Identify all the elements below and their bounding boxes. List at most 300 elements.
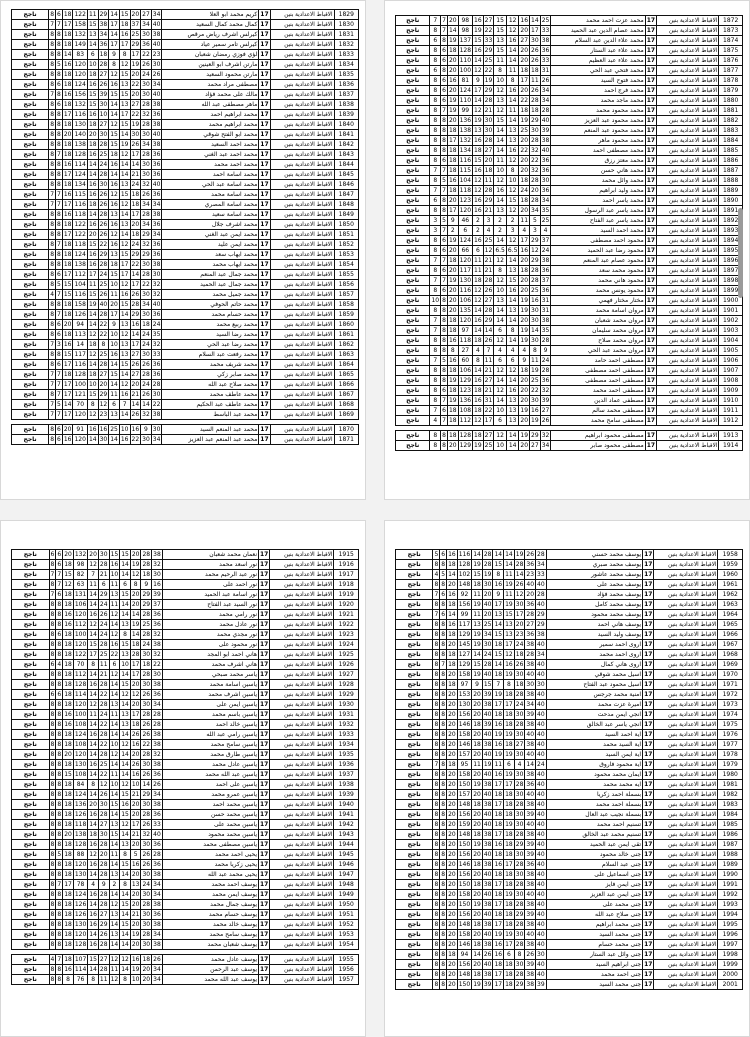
subject-mark: 13 <box>110 250 118 258</box>
subject-mark: 16 <box>89 860 97 868</box>
subject-mark: 6 <box>87 50 98 60</box>
subject-mark: 129 <box>459 376 472 384</box>
subject-mark: 3 <box>506 226 519 236</box>
subject-mark: 132 <box>74 550 87 558</box>
subject-mark: 83 <box>73 50 87 60</box>
student-name: محمد ايهاب سعد <box>162 250 259 260</box>
subject-mark: 4 <box>540 226 551 236</box>
subject-mark: 36 <box>526 560 535 568</box>
table-row <box>396 850 743 860</box>
subject-mark: 30 <box>484 126 493 134</box>
results-table <box>11 9 359 445</box>
grade-code: 17 <box>260 100 269 108</box>
subject-mark: 11 <box>473 590 481 598</box>
subject-mark: 7 <box>430 256 441 266</box>
school-name: الاقباط الاعدادية بنين <box>270 280 334 290</box>
subject-mark: 24 <box>142 340 150 348</box>
result-status: ناجح <box>12 720 50 730</box>
subject-mark: 38 <box>541 136 550 144</box>
subject-mark: 16 <box>131 320 140 328</box>
subject-mark: 19 <box>448 96 457 104</box>
subject-mark: 18 <box>474 406 482 414</box>
school-name: الاقباط الاعدادية بنين <box>270 750 334 760</box>
school-name: الاقباط الاعدادية بنين <box>654 800 718 810</box>
subject-mark: 32 <box>142 830 151 838</box>
subject-mark: 11 <box>110 290 118 298</box>
subject-mark: 12 <box>120 380 129 388</box>
subject-mark: 38 <box>483 900 492 908</box>
seat-number: 1996 <box>718 930 743 940</box>
subject-mark: 20 <box>520 286 529 294</box>
result-status: ناجح <box>12 240 49 250</box>
subject-mark: 38 <box>153 730 161 738</box>
grade-code: 17 <box>644 800 653 808</box>
subject-mark: 28 <box>537 590 545 598</box>
subject-mark: 156 <box>458 870 471 878</box>
seat-number: 1843 <box>334 150 358 160</box>
subject-mark: 8 <box>430 346 441 356</box>
subject-mark: 29 <box>484 196 493 204</box>
subject-mark: 18 <box>520 366 529 374</box>
subject-mark: 40 <box>526 930 535 938</box>
subject-mark: 18 <box>64 940 72 948</box>
subject-mark: 32 <box>153 650 161 658</box>
subject-mark: 28 <box>142 900 151 908</box>
seat-number: 1849 <box>334 210 358 220</box>
subject-mark: 11 <box>110 600 119 608</box>
student-name: ياسين اسامة محمد <box>162 680 258 690</box>
subject-mark: 20 <box>448 850 456 858</box>
subject-mark: 20 <box>448 840 456 848</box>
grade-code: 17 <box>646 336 656 344</box>
subject-mark: 8 <box>430 156 441 166</box>
school-name: الاقباط الاعدادية بنين <box>657 376 719 386</box>
subject-mark: 14 <box>494 136 507 146</box>
subject-mark: 40 <box>537 830 545 838</box>
subject-mark: 40 <box>526 730 535 738</box>
table-row <box>12 130 359 140</box>
subject-mark: 8 <box>441 930 446 938</box>
subject-mark: 17 <box>120 270 129 278</box>
student-name: يوسف شعبان محمد <box>162 940 258 950</box>
subject-mark: 20 <box>448 800 456 808</box>
subject-mark: 120 <box>459 316 472 324</box>
subject-mark: 8 <box>57 170 61 178</box>
subject-mark: 16 <box>448 550 456 558</box>
subject-mark: 118 <box>74 820 87 828</box>
subject-mark: 40 <box>537 900 545 908</box>
subject-mark: 13 <box>120 340 129 348</box>
subject-mark: 30 <box>152 270 161 278</box>
school-name: الاقباط الاعدادية بنين <box>270 700 334 710</box>
subject-mark: 16 <box>63 190 72 198</box>
subject-mark: 11 <box>110 850 119 858</box>
subject-mark: 38 <box>526 640 535 648</box>
subject-mark: 40 <box>541 146 550 154</box>
school-name: الاقباط الاعدادية بنين <box>654 910 718 920</box>
subject-mark: 36 <box>541 376 550 384</box>
subject-mark: 14 <box>110 620 119 628</box>
grade-code: 17 <box>260 140 269 148</box>
subject-mark: 9 <box>472 680 483 690</box>
scrollbar-thumb[interactable] <box>738 208 743 298</box>
subject-mark: 8 <box>57 90 61 98</box>
student-name: جنى محمد السيد <box>546 930 642 940</box>
subject-mark: 18 <box>448 406 457 414</box>
subject-mark: 12 <box>110 120 118 128</box>
subject-mark: 24 <box>142 640 151 648</box>
subject-mark: 16 <box>494 940 503 948</box>
subject-mark: 27 <box>484 296 493 304</box>
subject-mark: 128 <box>458 560 471 568</box>
subject-mark: 38 <box>153 680 161 688</box>
subject-mark: 14 <box>73 340 87 350</box>
subject-mark: 16 <box>110 180 118 188</box>
table-row <box>396 276 743 286</box>
subject-mark: 6 <box>430 196 441 206</box>
grade-code: 17 <box>260 280 269 288</box>
subject-mark: 8 <box>441 980 446 988</box>
subject-mark: 38 <box>526 980 535 988</box>
student-name: مصطفى محمود صابر <box>551 441 645 451</box>
result-status: ناجح <box>396 431 430 441</box>
subject-mark: 24 <box>483 650 492 658</box>
school-name: الاقباط الاعدادية بنين <box>270 290 334 300</box>
subject-mark: 20 <box>520 256 529 264</box>
student-name: يوسف سامح محمد <box>162 930 258 940</box>
student-name: ياسين محمد محمود <box>162 830 258 840</box>
subject-mark: 6 <box>120 580 131 590</box>
subject-mark: 29 <box>515 840 524 848</box>
subject-mark: 15 <box>120 70 129 78</box>
student-name: جنى محمد على <box>546 900 642 910</box>
school-name: الاقباط الاعدادية بنين <box>270 800 334 810</box>
subject-mark: 14 <box>494 316 507 326</box>
grade-code: 17 <box>644 930 653 938</box>
subject-mark: 16 <box>474 236 482 244</box>
subject-mark: 19 <box>473 640 481 648</box>
subject-mark: 16 <box>89 760 97 768</box>
subject-mark: 8 <box>494 266 507 276</box>
subject-mark: 134 <box>74 180 86 188</box>
grade-code: 17 <box>260 880 269 888</box>
subject-mark: 18 <box>64 590 72 598</box>
subject-mark: 12 <box>494 276 507 286</box>
school-name: الاقباط الاعدادية بنين <box>654 960 718 970</box>
subject-mark: 3 <box>530 226 541 236</box>
subject-mark: 38 <box>526 660 535 668</box>
seat-number: 1900 <box>719 296 743 306</box>
subject-mark: 22 <box>520 146 529 154</box>
subject-mark: 20 <box>131 70 140 78</box>
grade-code: 17 <box>260 320 269 328</box>
subject-mark: 11 <box>89 580 97 588</box>
grade-code: 17 <box>260 670 269 678</box>
table-row <box>396 740 743 750</box>
subject-mark: 38 <box>537 630 545 638</box>
subject-mark: 19 <box>131 60 140 68</box>
subject-mark: 40 <box>526 670 535 678</box>
subject-mark: 16 <box>64 965 72 973</box>
result-status: ناجح <box>12 220 49 230</box>
subject-mark: 145 <box>458 640 471 648</box>
subject-mark: 8 <box>109 60 120 70</box>
grade-code: 17 <box>644 840 653 848</box>
school-name: الاقباط الاعدادية بنين <box>270 350 334 360</box>
subject-mark: 34 <box>153 975 161 983</box>
subject-mark: 40 <box>483 790 492 798</box>
subject-mark: 18 <box>448 560 456 568</box>
seat-number: 1973 <box>718 700 743 710</box>
table-row <box>396 750 743 760</box>
result-status: ناجح <box>12 340 49 350</box>
student-name: ماهر مصطفى عبد الله <box>162 100 259 110</box>
subject-mark: 8 <box>441 640 446 648</box>
subject-mark: 18 <box>520 106 529 114</box>
result-status: ناجح <box>396 356 430 366</box>
grade-code: 17 <box>260 940 269 948</box>
subject-mark: 16 <box>89 610 97 618</box>
subject-mark: 39 <box>526 810 535 818</box>
results-page-2 <box>384 0 750 500</box>
subject-mark: 19 <box>473 840 481 848</box>
subject-mark: 122 <box>74 220 86 228</box>
table-row <box>12 550 359 560</box>
seat-number: 1857 <box>334 290 358 300</box>
subject-mark: 12 <box>506 366 519 376</box>
school-name: الاقباط الاعدادية بنين <box>270 680 334 690</box>
subject-mark: 40 <box>537 730 545 738</box>
school-name: الاقباط الاعدادية بنين <box>657 116 719 126</box>
subject-mark: 34 <box>152 80 161 88</box>
subject-mark: 18 <box>448 326 457 334</box>
student-name: ياسين على احمد <box>162 780 258 790</box>
subject-mark: 22 <box>531 386 539 394</box>
subject-mark: 34 <box>152 200 161 208</box>
subject-mark: 14 <box>484 326 493 334</box>
subject-mark: 8 <box>434 830 439 838</box>
subject-mark: 8 <box>57 790 62 798</box>
seat-number: 1920 <box>334 600 359 610</box>
table-row <box>396 770 743 780</box>
subject-mark: 16 <box>131 860 140 868</box>
table-row <box>396 306 743 316</box>
school-name: الاقباط الاعدادية بنين <box>270 50 334 60</box>
result-status: ناجح <box>396 870 433 880</box>
subject-mark: 97 <box>458 326 472 336</box>
subject-mark: 12 <box>506 206 519 216</box>
student-name: مروان اسامة محمد <box>551 306 645 316</box>
student-name: مالك على محمد فؤاد <box>162 90 259 100</box>
subject-mark: 17 <box>515 610 524 618</box>
subject-mark: 23 <box>526 570 535 578</box>
subject-mark: 32 <box>152 280 161 288</box>
subject-mark: 24 <box>99 270 108 278</box>
grade-code: 17 <box>260 190 269 198</box>
subject-mark: 40 <box>537 780 545 788</box>
subject-mark: 25 <box>99 760 108 768</box>
subject-mark: 40 <box>483 960 492 968</box>
seat-number: 1866 <box>334 380 358 390</box>
subject-mark: 38 <box>153 550 161 558</box>
subject-mark: 148 <box>458 580 471 588</box>
subject-mark: 40 <box>526 890 535 898</box>
subject-mark: 29 <box>531 256 539 264</box>
subject-mark: 16 <box>63 160 72 168</box>
subject-mark: 20 <box>448 970 456 978</box>
subject-mark: 20 <box>520 376 529 384</box>
subject-mark: 6 <box>473 246 484 256</box>
subject-mark: 18 <box>64 820 72 828</box>
subject-mark: 135 <box>459 306 472 314</box>
school-name: الاقباط الاعدادية بنين <box>270 10 334 20</box>
subject-mark: 38 <box>153 900 161 908</box>
subject-mark: 12 <box>494 106 507 116</box>
subject-mark: 156 <box>458 600 471 608</box>
subject-mark: 14 <box>120 410 129 418</box>
table-row <box>396 630 743 640</box>
subject-mark: 38 <box>153 940 161 948</box>
subject-mark: 13 <box>505 630 513 638</box>
subject-mark: 19 <box>448 376 457 384</box>
seat-number: 1851 <box>334 230 358 240</box>
subject-mark: 20 <box>520 276 529 284</box>
subject-mark: 38 <box>152 120 161 128</box>
subject-mark: 15 <box>121 810 129 818</box>
grade-code: 17 <box>646 106 656 114</box>
subject-mark: 107 <box>74 955 87 963</box>
subject-mark: 29 <box>531 431 539 439</box>
subject-mark: 30 <box>142 910 151 918</box>
subject-mark: 29 <box>537 610 545 618</box>
subject-mark: 16 <box>120 435 129 443</box>
subject-mark: 22 <box>484 406 493 414</box>
table-row <box>396 590 743 600</box>
subject-mark: 28 <box>484 136 493 144</box>
subject-mark: 19 <box>131 930 140 938</box>
subject-mark: 134 <box>459 146 472 154</box>
result-status: ناجح <box>396 960 433 970</box>
subject-mark: 17 <box>494 780 503 788</box>
result-status: ناجح <box>12 570 50 580</box>
student-name: محمد رضا السيد <box>162 330 259 340</box>
subject-mark: 20 <box>448 710 456 718</box>
subject-mark: 18 <box>531 106 539 114</box>
student-name: مارتن اشرف ابو العينين <box>162 60 259 70</box>
subject-mark: 28 <box>99 965 108 973</box>
subject-mark: 8 <box>441 960 446 968</box>
subject-mark: 8 <box>434 740 439 748</box>
grade-code: 17 <box>644 960 653 968</box>
subject-mark: 39 <box>537 980 545 988</box>
subject-mark: 30 <box>99 180 108 188</box>
subject-mark: 7 <box>57 290 61 298</box>
subject-mark: 28 <box>99 360 108 368</box>
subject-mark: 14 <box>89 965 97 973</box>
seat-number: 1896 <box>719 256 743 266</box>
student-name: يوسف محمد كامل <box>546 600 642 610</box>
seat-number: 1995 <box>718 920 743 930</box>
seat-number: 1976 <box>718 730 743 740</box>
subject-mark: 19 <box>473 980 481 988</box>
subject-mark: 8 <box>57 860 62 868</box>
school-name: الاقباط الاعدادية بنين <box>657 296 719 306</box>
subject-mark: 30 <box>142 650 151 658</box>
seat-number: 1891 <box>719 206 743 216</box>
student-name: محمد وليد ابراهيم <box>551 186 645 196</box>
grade-code: 17 <box>260 550 269 558</box>
student-name: جنى خالد محمود <box>546 850 642 860</box>
school-name: الاقباط الاعدادية بنين <box>654 760 718 770</box>
subject-mark: 16 <box>110 560 119 568</box>
result-status: ناجح <box>12 560 50 570</box>
seat-number: 1991 <box>718 880 743 890</box>
subject-mark: 40 <box>152 90 161 98</box>
subject-mark: 18 <box>64 660 72 668</box>
subject-mark: 18 <box>505 790 513 798</box>
subject-mark: 14 <box>473 950 481 958</box>
subject-mark: 18 <box>473 800 481 808</box>
result-status: ناجح <box>12 740 50 750</box>
subject-mark: 20 <box>448 860 456 868</box>
subject-mark: 8 <box>50 230 55 238</box>
subject-mark: 12 <box>110 750 119 758</box>
subject-mark: 12 <box>89 700 97 708</box>
subject-mark: 16 <box>131 955 140 963</box>
subject-mark: 120 <box>74 60 86 68</box>
subject-mark: 6 <box>57 590 62 598</box>
subject-mark: 8 <box>442 346 446 354</box>
subject-mark: 82 <box>73 570 87 580</box>
subject-mark: 28 <box>152 380 161 388</box>
subject-mark: 8 <box>50 210 55 218</box>
subject-mark: 12 <box>110 900 119 908</box>
seat-number: 1950 <box>334 900 359 910</box>
subject-mark: 6 <box>504 950 515 960</box>
result-status: ناجح <box>396 810 433 820</box>
subject-mark: 14 <box>110 730 119 738</box>
table-row <box>12 770 359 780</box>
subject-mark: 8 <box>434 980 439 988</box>
subject-mark: 16 <box>88 190 97 198</box>
subject-mark: 8 <box>430 306 441 316</box>
seat-number: 1871 <box>334 435 358 445</box>
table-row <box>396 146 743 156</box>
student-name: بسملة احمد محمد <box>546 800 642 810</box>
school-name: الاقباط الاعدادية بنين <box>654 700 718 710</box>
subject-mark: 40 <box>537 910 545 918</box>
subject-mark: 13 <box>121 710 129 718</box>
subject-mark: 14 <box>121 870 129 878</box>
subject-mark: 113 <box>74 330 86 338</box>
subject-mark: 12 <box>88 410 97 418</box>
student-name: محمد ياسر عبد الرسول <box>551 206 645 216</box>
subject-mark: 8 <box>506 326 519 336</box>
school-name: الاقباط الاعدادية بنين <box>654 970 718 980</box>
table-row <box>396 396 743 406</box>
subject-mark: 8 <box>434 810 439 818</box>
subject-mark: 30 <box>531 36 539 44</box>
subject-mark: 14 <box>474 366 482 374</box>
student-name: يوسف احمد محمد <box>162 880 258 890</box>
subject-mark: 18 <box>64 930 72 938</box>
subject-mark: 18 <box>131 190 140 198</box>
subject-mark: 20 <box>448 880 456 888</box>
subject-mark: 20 <box>64 550 72 558</box>
subject-mark: 34 <box>153 965 161 973</box>
subject-mark: 6 <box>442 266 446 274</box>
table-row <box>396 920 743 930</box>
